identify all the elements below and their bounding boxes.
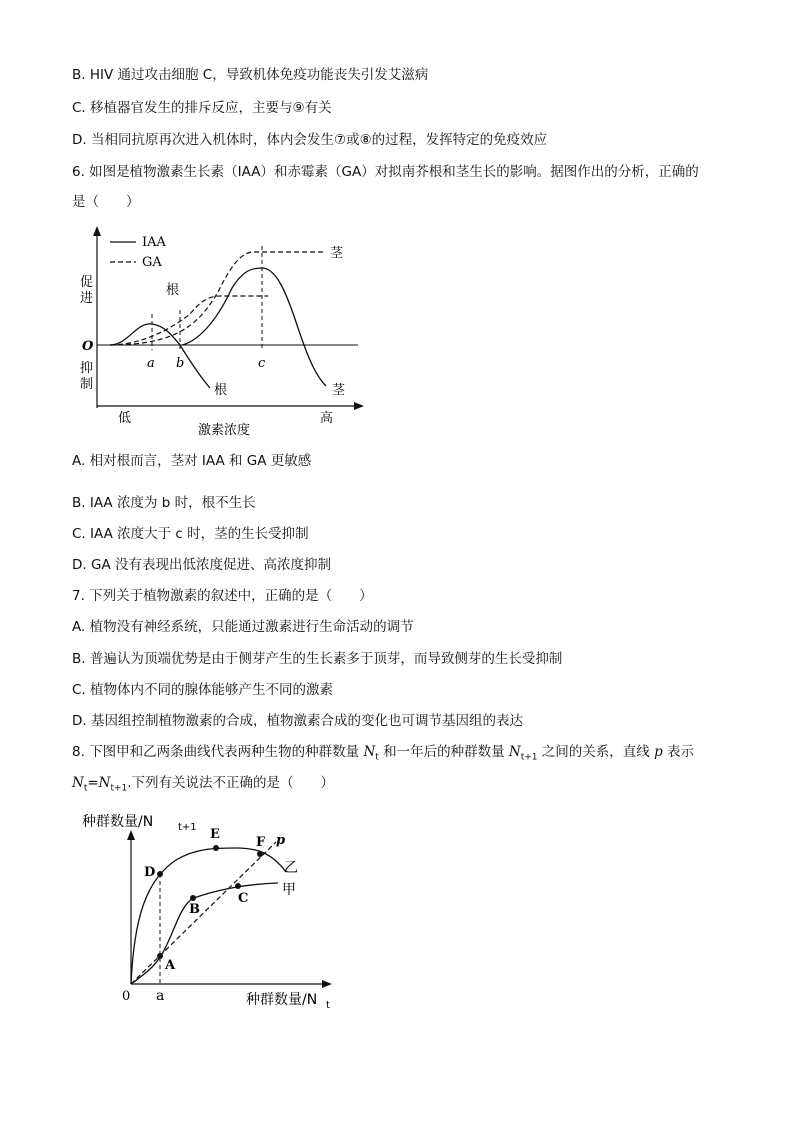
q8-stem-part3: 之间的关系，直线 [537,744,655,760]
q8-nt1: N [508,744,521,760]
q5-option-b: B. HIV 通过攻击细胞 C，导致机体免疫功能丧失引发艾滋病 [72,67,429,83]
q6-label-root-iaa: 根 [214,383,228,398]
q8-label-b: B [189,902,200,917]
q6-iaa-root-curve [110,324,210,388]
q6-label-root-ga: 根 [166,283,180,298]
q8-stem-part5: .下列有关说法不正确的是（ ） [127,775,335,791]
q8-eq-nt1: N [98,775,111,791]
q6-stem-line2: 是（ ） [72,194,140,210]
q6-option-d: D. GA 没有表现出低浓度促进、高浓度抑制 [72,557,331,573]
q8-label-f: F [256,835,266,850]
q8-stem-part1: 8. 下图甲和乙两条曲线代表两种生物的种群数量 [72,744,364,760]
q8-x-title: 种群数量/N [246,992,318,1008]
q8-y-axis-arrow [127,830,135,840]
q6-label-stem-ga: 茎 [330,246,344,261]
q6-mark-a: a [147,356,155,371]
q8-line-p [131,842,276,984]
q6-y-inhibit-2: 制 [80,377,94,392]
q8-nt: N [363,744,376,760]
q8-point-c [235,883,241,889]
q8-line-p-label: p [276,833,286,848]
q8-point-f [257,851,263,857]
q6-stem-line1: 6. 如图是植物激素生长素（IAA）和赤霉素（GA）对拟南芥根和茎生长的影响。据图作出的分析，正确的 [72,164,699,180]
q8-point-e [213,845,219,851]
q6-x-high: 高 [320,411,334,426]
q6-legend-iaa: IAA [142,235,166,250]
q6-origin: O [82,339,94,354]
q6-y-inhibit-1: 抑 [80,361,94,376]
q6-x-low: 低 [118,411,132,426]
q6-y-promote-1: 促 [80,275,94,290]
q8-y-title: 种群数量/N [82,814,154,830]
q8-stem-part2: 和一年后的种群数量 [378,744,509,760]
q7-option-b: B. 普遍认为顶端优势是由于侧芽产生的生长素多于顶芽，而导致侧芽的生长受抑制 [72,651,563,667]
q6-x-title: 激素浓度 [198,423,251,438]
q8-x-axis-arrow [322,980,332,988]
q6-iaa-stem-curve [182,268,326,386]
q6-option-c: C. IAA 浓度大于 c 时，茎的生长受抑制 [72,526,309,542]
q8-p: p [654,744,663,760]
q5-option-c: C. 移植器官发生的排斥反应，主要与⑨有关 [72,100,332,116]
q8-curve-jia [131,883,278,984]
q6-option-a: A. 相对根而言，茎对 IAA 和 GA 更敏感 [72,453,312,469]
q8-label-d: D [144,865,156,880]
q8-label-a: A [165,958,176,973]
q5-option-d: D. 当相同抗原再次进入机体时，体内会发生⑦或⑧的过程，发挥特定的免疫效应 [72,132,548,148]
q8-point-d [157,871,163,877]
q8-origin: 0 [122,989,131,1004]
q6-y-promote-2: 进 [80,291,94,306]
q6-y-axis-arrow [93,226,101,236]
q8-x-mark: a [156,988,165,1004]
q8-stem-line2: $N_t=N_{t+1}$.下列有关说法不正确的是（ ） [72,775,335,794]
q8-stem-part4: 表示 [662,744,695,760]
q8-point-a [157,953,163,959]
q6-x-axis-arrow [354,402,364,410]
q7-option-d: D. 基因组控制植物激素的合成，植物激素合成的变化也可调节基因组的表达 [72,713,523,729]
q8-eq-nt-sub: t [83,783,88,794]
q8-x-title-sub: t [326,1000,330,1011]
q8-population-figure [76,808,346,1013]
q6-ga-root-curve [110,296,268,345]
q8-eq-nt: N [72,775,84,791]
q8-y-title-sub: t+1 [178,822,197,833]
q7-option-c: C. 植物体内不同的腺体能够产生不同的激素 [72,682,334,698]
q8-nt-sub: t [375,752,379,763]
q7-stem: 7. 下列关于植物激素的叙述中，正确的是（ ） [72,588,373,604]
q8-eq-nt1-sub: t+1 [110,783,128,794]
q8-label-c: C [238,891,249,906]
q8-stem-line1 [72,743,694,767]
q8-curve-yi-label: 乙 [284,860,298,876]
q8-curve-jia-label: 甲 [282,882,296,898]
q6-option-b: B. IAA 浓度为 b 时，根不生长 [72,495,256,511]
q6-legend-ga: GA [142,255,162,270]
q8-point-b [190,895,196,901]
q8-label-e: E [210,827,220,842]
q6-label-stem-iaa: 茎 [332,383,346,398]
q7-option-a: A. 植物没有神经系统，只能通过激素进行生命活动的调节 [72,619,414,635]
q6-hormone-figure [70,222,370,442]
q6-mark-c: c [258,356,266,371]
q8-nt1-sub: t+1 [520,752,538,763]
q6-mark-b: b [176,356,185,371]
